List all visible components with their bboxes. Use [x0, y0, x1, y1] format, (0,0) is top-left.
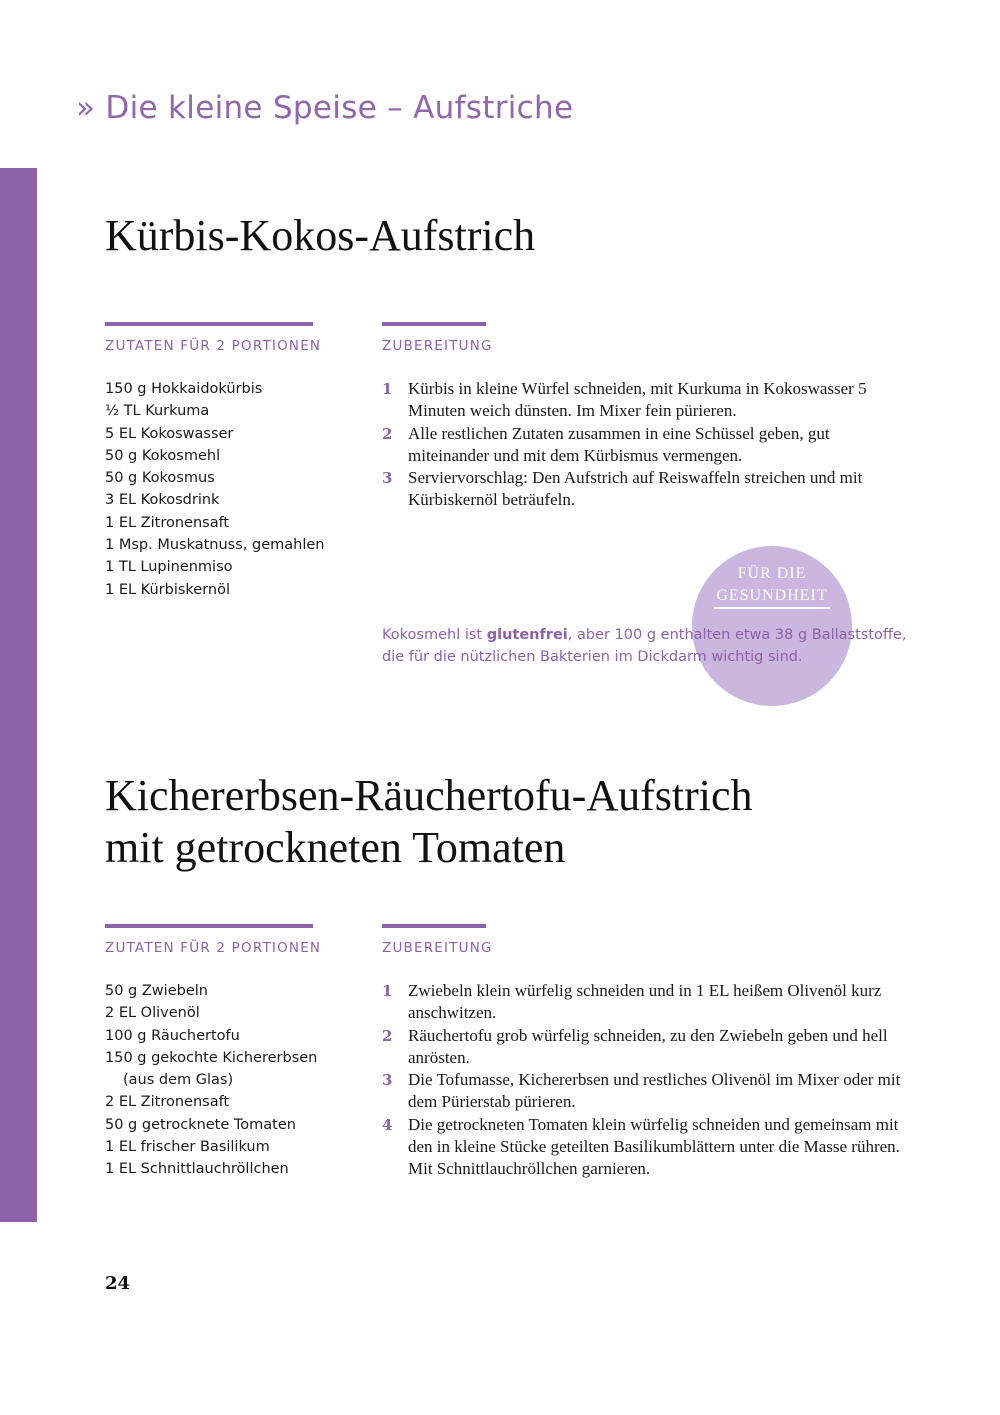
page-number: 24	[105, 1273, 131, 1294]
ingredients-rule	[105, 322, 313, 326]
health-badge-line: FÜR DIE	[737, 565, 807, 582]
step-item	[382, 1114, 912, 1181]
chapter-header: » Die kleine Speise – Aufstriche	[76, 90, 574, 126]
ingredient-item: 3 EL Kokosdrink	[105, 492, 220, 509]
ingredient-item: 50 g Kokosmehl	[105, 447, 221, 464]
ingredient-item: 1 TL Lupinenmiso	[105, 559, 233, 576]
ingredient-item: 100 g Räuchertofu	[105, 1027, 240, 1044]
ingredients-label: ZUTATEN FÜR 2 PORTIONEN	[105, 338, 322, 354]
recipe-title-1	[105, 210, 535, 262]
health-badge-underline	[714, 607, 830, 609]
ingredient-item: ½ TL Kurkuma	[105, 403, 210, 420]
step-item	[382, 980, 912, 1025]
step-text: Kürbis in kleine Würfel schneiden, mit Kurkuma in Kokoswasser 5 Minuten weich dünsten. Im Mixer fein pürieren.	[408, 379, 867, 421]
ingredient-item: 50 g getrocknete Tomaten	[105, 1116, 296, 1133]
step-number: 1	[382, 380, 393, 398]
recipe-title-line: Kürbis-Kokos-Aufstrich	[105, 211, 536, 260]
ingredient-item: 2 EL Olivenöl	[105, 1005, 200, 1022]
ingredients-label: ZUTATEN FÜR 2 PORTIONEN	[105, 940, 322, 956]
health-badge-line: GESUNDHEIT	[716, 587, 828, 604]
health-note-highlight: glutenfrei	[486, 627, 568, 643]
ingredient-list	[105, 980, 317, 1181]
step-number: 4	[382, 1115, 393, 1134]
ingredient-item: 1 EL frischer Basilikum	[105, 1139, 270, 1156]
preparation-rule	[382, 924, 486, 928]
health-note	[382, 624, 922, 669]
step-item	[382, 1025, 912, 1070]
sidebar-accent-bar	[0, 168, 37, 1222]
step-item	[382, 1069, 912, 1114]
preparation-steps	[382, 378, 912, 512]
step-text: Zwiebeln klein würfelig schneiden und in 1 EL heißem Olivenöl kurz anschwitzen.	[408, 981, 882, 1023]
step-number: 2	[382, 1026, 393, 1045]
preparation-label: ZUBEREITUNG	[382, 338, 493, 354]
ingredient-item: 5 EL Kokoswasser	[105, 425, 234, 442]
preparation-steps	[382, 980, 912, 1181]
step-number: 1	[382, 982, 393, 1000]
step-text: Die getrockneten Tomaten klein würfelig schneiden und gemeinsam mit den in kleine Stücke geteilten Basilikumblättern unter die Masse rühren. Mit Schnittlauchröllchen garnieren.	[408, 1114, 900, 1179]
step-text: Alle restlichen Zutaten zusammen in eine Schüssel geben, gut miteinander und mit dem Kürbismus vermengen.	[408, 423, 830, 465]
step-item	[382, 423, 912, 468]
ingredient-item: 150 g gekochte Kichererbsen	[105, 1049, 318, 1066]
step-item	[382, 378, 912, 423]
ingredient-item: 150 g Hokkaidokürbis	[105, 381, 263, 397]
preparation-label: ZUBEREITUNG	[382, 940, 493, 956]
recipe-title-2	[105, 770, 753, 874]
health-note-text: , aber 100 g enthalten etwa 38 g Ballaststoffe, die für die nützlichen Bakterien im Dickdarm wichtig sind.	[382, 627, 907, 666]
ingredient-item: 50 g Zwiebeln	[105, 983, 208, 999]
step-number: 3	[382, 469, 393, 488]
health-note-text: Kokosmehl ist	[382, 627, 487, 643]
recipe-title-line: Kichererbsen-Räuchertofu-Aufstrich	[105, 771, 753, 820]
ingredient-item: 1 EL Zitronensaft	[105, 514, 230, 531]
step-text: Räuchertofu grob würfelig schneiden, zu den Zwiebeln geben und hell anrösten.	[408, 1025, 888, 1067]
step-item	[382, 467, 912, 512]
ingredient-item: 2 EL Zitronensaft	[105, 1094, 230, 1111]
step-number: 3	[382, 1071, 393, 1090]
ingredient-list	[105, 378, 324, 601]
ingredient-item: 50 g Kokosmus	[105, 470, 215, 487]
health-badge-title	[692, 563, 852, 607]
recipe-title-line: mit getrockneten Tomaten	[105, 823, 566, 872]
ingredient-item: 1 EL Schnittlauchröllchen	[105, 1161, 289, 1178]
step-number: 2	[382, 424, 393, 443]
ingredient-item: 1 Msp. Muskatnuss, gemahlen	[105, 537, 325, 554]
ingredients-rule	[105, 924, 313, 928]
step-text: Serviervorschlag: Den Aufstrich auf Reiswaffeln streichen und mit Kürbiskernöl beträufeln.	[408, 468, 863, 510]
ingredient-item: (aus dem Glas)	[123, 1072, 234, 1089]
ingredient-item: 1 EL Kürbiskernöl	[105, 581, 231, 598]
preparation-rule	[382, 322, 486, 326]
step-text: Die Tofumasse, Kichererbsen und restliches Olivenöl im Mixer oder mit dem Pürierstab pürieren.	[408, 1070, 901, 1112]
